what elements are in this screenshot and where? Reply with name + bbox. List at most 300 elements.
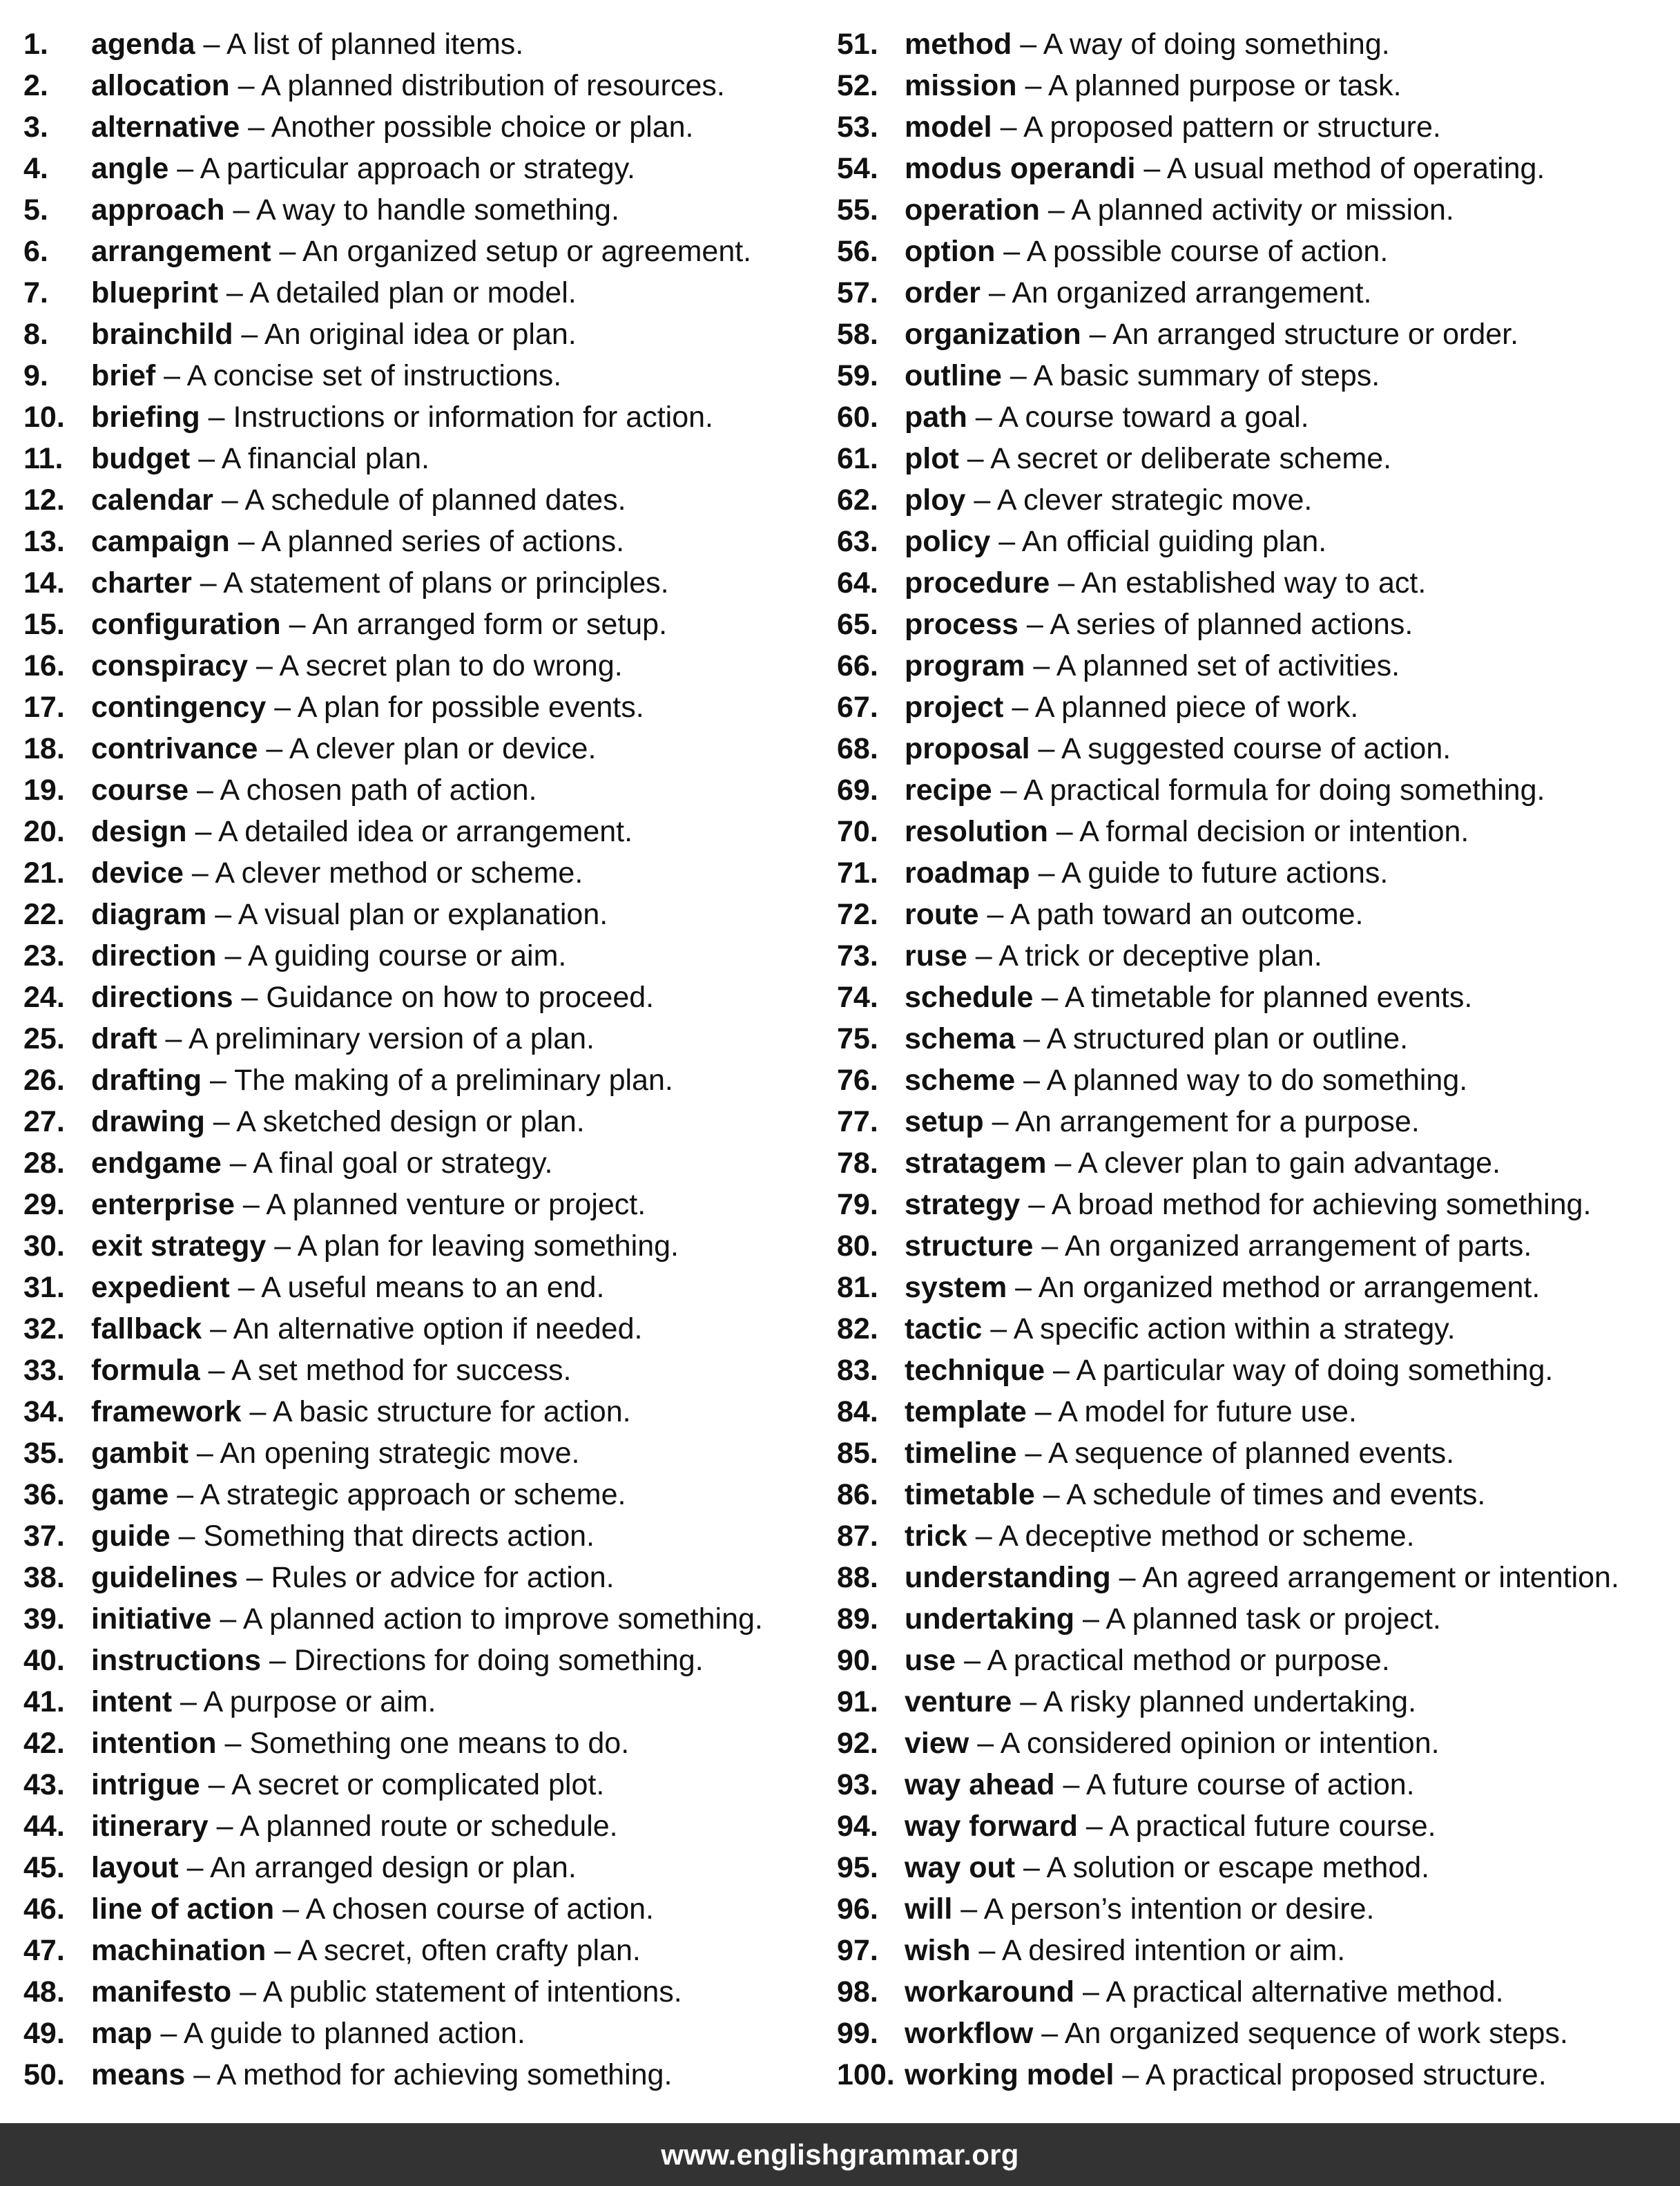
item-term: approach xyxy=(91,193,225,227)
list-item xyxy=(23,189,763,231)
item-definition: A course toward a goal. xyxy=(998,401,1309,434)
item-definition: An organized arrangement of parts. xyxy=(1064,1229,1532,1263)
item-number: 33. xyxy=(23,1354,65,1387)
item-definition: The making of a preliminary plan. xyxy=(234,1064,673,1097)
item-number: 86. xyxy=(837,1478,878,1511)
item-number: 55. xyxy=(837,193,878,227)
item-separator: – xyxy=(1047,193,1065,227)
item-definition: A usual method of operating. xyxy=(1166,152,1545,185)
item-number: 18. xyxy=(23,732,65,765)
item-separator: – xyxy=(224,1727,242,1760)
item-separator: – xyxy=(249,1395,267,1428)
list-item xyxy=(837,1432,1619,1474)
item-term: mission xyxy=(905,69,1017,102)
list-item xyxy=(23,1060,763,1101)
item-separator: – xyxy=(975,939,992,972)
item-separator: – xyxy=(1041,2017,1059,2050)
list-item xyxy=(837,1847,1619,1888)
list-item xyxy=(23,65,763,106)
item-separator: – xyxy=(229,1147,247,1180)
item-definition: A chosen path of action. xyxy=(220,774,537,807)
item-separator: – xyxy=(1119,1561,1136,1594)
item-term: schema xyxy=(905,1022,1016,1055)
list-item xyxy=(837,1350,1619,1391)
item-term: line of action xyxy=(91,1892,275,1926)
list-item xyxy=(23,438,763,479)
item-definition: A practical formula for doing something. xyxy=(1023,774,1545,807)
item-separator: – xyxy=(274,691,291,724)
list-item xyxy=(837,604,1619,645)
item-number: 12. xyxy=(23,483,65,517)
item-definition: An arranged design or plan. xyxy=(210,1851,577,1884)
list-item xyxy=(837,935,1619,977)
list-item xyxy=(23,687,763,728)
item-definition: An opening strategic move. xyxy=(220,1437,580,1470)
item-definition: A considered opinion or intention. xyxy=(1000,1727,1440,1760)
list-item xyxy=(23,1267,763,1308)
item-separator: – xyxy=(240,1975,256,2008)
item-term: contrivance xyxy=(91,732,258,765)
list-item xyxy=(23,977,763,1018)
item-number: 91. xyxy=(837,1685,878,1718)
item-number: 2. xyxy=(23,69,48,102)
item-term: venture xyxy=(905,1685,1012,1718)
word-list xyxy=(0,23,1680,2096)
item-definition: A trick or deceptive plan. xyxy=(998,939,1322,972)
item-definition: A guide to planned action. xyxy=(183,2017,525,2050)
list-item xyxy=(837,23,1619,65)
item-definition: A secret or complicated plot. xyxy=(231,1768,605,1801)
item-definition: A detailed plan or model. xyxy=(249,276,577,309)
item-term: system xyxy=(905,1271,1007,1304)
item-term: ploy xyxy=(905,483,966,517)
item-definition: An arrangement for a purpose. xyxy=(1015,1105,1420,1138)
item-definition: A timetable for planned events. xyxy=(1064,981,1473,1014)
item-number: 60. xyxy=(837,401,878,434)
list-item xyxy=(837,1267,1619,1308)
item-number: 83. xyxy=(837,1354,878,1387)
item-separator: – xyxy=(177,1478,194,1511)
item-separator: – xyxy=(1043,1478,1060,1511)
left-column xyxy=(23,23,763,2096)
item-separator: – xyxy=(1063,1768,1080,1801)
item-definition: A suggested course of action. xyxy=(1061,732,1451,765)
item-definition: A basic summary of steps. xyxy=(1033,359,1380,392)
item-term: proposal xyxy=(905,732,1030,765)
item-term: way ahead xyxy=(905,1768,1055,1801)
item-number: 11. xyxy=(23,442,64,475)
item-definition: Directions for doing something. xyxy=(293,1644,704,1677)
list-item xyxy=(837,1308,1619,1350)
item-definition: A sequence of planned events. xyxy=(1047,1437,1455,1470)
list-item xyxy=(23,106,763,148)
item-term: blueprint xyxy=(91,276,218,309)
item-separator: – xyxy=(216,1810,233,1843)
list-item xyxy=(23,1640,763,1681)
item-separator: – xyxy=(242,1188,260,1221)
list-item xyxy=(837,355,1619,396)
item-separator: – xyxy=(1089,318,1106,351)
item-separator: – xyxy=(178,1519,195,1553)
item-number: 3. xyxy=(23,111,48,144)
item-number: 58. xyxy=(837,318,878,351)
list-item xyxy=(23,935,763,977)
item-term: calendar xyxy=(91,483,213,517)
item-number: 61. xyxy=(837,442,878,475)
item-number: 99. xyxy=(837,2017,878,2050)
item-definition: A planned distribution of resources. xyxy=(261,69,725,102)
item-separator: – xyxy=(1058,566,1075,600)
item-number: 98. xyxy=(837,1975,878,2008)
list-item xyxy=(23,1391,763,1432)
item-separator: – xyxy=(987,898,1004,931)
item-term: modus operandi xyxy=(905,152,1136,185)
item-definition: A public statement of intentions. xyxy=(262,1975,682,2008)
list-item xyxy=(23,1350,763,1391)
item-separator: – xyxy=(1025,1437,1042,1470)
item-definition: A model for future use. xyxy=(1058,1395,1357,1428)
item-definition: A person’s intention or desire. xyxy=(983,1892,1375,1926)
list-item xyxy=(23,521,763,562)
item-separator: – xyxy=(208,1768,225,1801)
list-item xyxy=(23,645,763,687)
item-separator: – xyxy=(203,28,220,61)
item-separator: – xyxy=(180,1685,197,1718)
item-number: 87. xyxy=(837,1519,878,1553)
item-separator: – xyxy=(279,235,296,268)
item-term: campaign xyxy=(91,525,230,558)
item-separator: – xyxy=(274,1934,291,1967)
item-separator: – xyxy=(1015,1271,1032,1304)
item-definition: A particular way of doing something. xyxy=(1076,1354,1554,1387)
item-number: 21. xyxy=(23,856,65,890)
item-term: initiative xyxy=(91,1602,212,1636)
item-separator: – xyxy=(164,359,181,392)
item-number: 78. xyxy=(837,1147,878,1180)
item-term: intrigue xyxy=(91,1768,200,1801)
item-definition: A method for achieving something. xyxy=(216,2058,673,2091)
item-definition: A concise set of instructions. xyxy=(186,359,562,392)
item-number: 72. xyxy=(837,898,878,931)
item-definition: Guidance on how to proceed. xyxy=(266,981,655,1014)
item-definition: A useful means to an end. xyxy=(261,1271,605,1304)
item-separator: – xyxy=(221,483,238,517)
item-term: ruse xyxy=(905,939,967,972)
list-item xyxy=(23,1888,763,1930)
item-definition: A strategic approach or scheme. xyxy=(200,1478,626,1511)
item-definition: Something that directs action. xyxy=(203,1519,595,1553)
item-term: resolution xyxy=(905,815,1048,848)
list-item xyxy=(837,1391,1619,1432)
item-separator: – xyxy=(1056,815,1073,848)
item-definition: A guide to future actions. xyxy=(1061,856,1389,890)
item-separator: – xyxy=(1000,774,1017,807)
item-term: charter xyxy=(91,566,192,600)
list-item xyxy=(23,728,763,769)
item-definition: A planned set of activities. xyxy=(1056,649,1400,682)
item-number: 52. xyxy=(837,69,878,102)
item-term: fallback xyxy=(91,1312,202,1345)
item-number: 8. xyxy=(23,318,48,351)
item-separator: – xyxy=(1038,856,1055,890)
item-term: procedure xyxy=(905,566,1050,600)
item-term: drafting xyxy=(91,1064,202,1097)
list-item xyxy=(837,1681,1619,1723)
item-separator: – xyxy=(177,152,194,185)
item-term: guidelines xyxy=(91,1561,238,1594)
item-number: 100. xyxy=(837,2058,895,2091)
list-item xyxy=(23,396,763,438)
item-term: expedient xyxy=(91,1271,230,1304)
item-definition: A clever plan or device. xyxy=(289,732,597,765)
item-term: tactic xyxy=(905,1312,983,1345)
list-item xyxy=(837,1640,1619,1681)
item-number: 92. xyxy=(837,1727,878,1760)
item-term: game xyxy=(91,1478,169,1511)
item-term: instructions xyxy=(91,1644,262,1677)
item-separator: – xyxy=(208,1354,225,1387)
item-separator: – xyxy=(1020,28,1037,61)
list-item xyxy=(23,894,763,935)
item-separator: – xyxy=(1020,1685,1037,1718)
item-separator: – xyxy=(1034,1395,1052,1428)
item-number: 76. xyxy=(837,1064,878,1097)
item-separator: – xyxy=(215,898,232,931)
list-item xyxy=(23,1930,763,1971)
item-term: intention xyxy=(91,1727,217,1760)
item-term: conspiracy xyxy=(91,649,249,682)
item-separator: – xyxy=(990,1312,1007,1345)
list-item xyxy=(23,23,763,65)
list-item xyxy=(23,1474,763,1515)
item-separator: – xyxy=(967,442,984,475)
list-item xyxy=(837,1225,1619,1267)
item-number: 79. xyxy=(837,1188,878,1221)
website-link[interactable]: www.englishgrammar.org xyxy=(661,2138,1019,2171)
item-separator: – xyxy=(998,525,1016,558)
item-definition: A planned series of actions. xyxy=(261,525,625,558)
item-definition: A planned activity or mission. xyxy=(1071,193,1454,227)
list-item xyxy=(23,1515,763,1557)
list-item xyxy=(23,2054,763,2096)
item-separator: – xyxy=(1054,1147,1072,1180)
item-definition: A desired intention or aim. xyxy=(1002,1934,1346,1967)
list-item xyxy=(837,1184,1619,1225)
item-definition: A planned task or project. xyxy=(1105,1602,1441,1636)
item-number: 34. xyxy=(23,1395,65,1428)
item-definition: A planned purpose or task. xyxy=(1047,69,1402,102)
item-definition: A chosen course of action. xyxy=(305,1892,655,1926)
list-item xyxy=(837,521,1619,562)
item-separator: – xyxy=(241,318,258,351)
item-definition: A schedule of times and events. xyxy=(1066,1478,1486,1511)
item-term: will xyxy=(905,1892,953,1926)
item-term: method xyxy=(905,28,1012,61)
item-term: path xyxy=(905,401,967,434)
item-separator: – xyxy=(165,1022,182,1055)
item-definition: A practical alternative method. xyxy=(1105,1975,1504,2008)
item-number: 17. xyxy=(23,691,65,724)
item-definition: A guiding course or aim. xyxy=(248,939,567,972)
item-definition: A risky planned undertaking. xyxy=(1043,1685,1417,1718)
item-term: angle xyxy=(91,152,169,185)
item-number: 6. xyxy=(23,235,48,268)
item-term: allocation xyxy=(91,69,230,102)
item-number: 35. xyxy=(23,1437,65,1470)
item-definition: A possible course of action. xyxy=(1026,235,1389,268)
item-term: alternative xyxy=(91,111,240,144)
item-separator: – xyxy=(964,1644,981,1677)
item-number: 29. xyxy=(23,1188,65,1221)
item-separator: – xyxy=(1026,608,1043,641)
item-separator: – xyxy=(269,1644,286,1677)
item-separator: – xyxy=(992,1105,1009,1138)
item-term: way out xyxy=(905,1851,1016,1884)
item-term: outline xyxy=(905,359,1002,392)
list-item xyxy=(23,1432,763,1474)
item-number: 40. xyxy=(23,1644,65,1677)
item-number: 36. xyxy=(23,1478,65,1511)
item-definition: A particular approach or strategy. xyxy=(200,152,635,185)
item-number: 7. xyxy=(23,276,48,309)
item-number: 24. xyxy=(23,981,65,1014)
item-separator: – xyxy=(1053,1354,1070,1387)
item-term: exit strategy xyxy=(91,1229,267,1263)
list-item xyxy=(837,272,1619,314)
item-number: 15. xyxy=(23,608,65,641)
item-number: 19. xyxy=(23,774,65,807)
item-number: 31. xyxy=(23,1271,65,1304)
item-separator: – xyxy=(160,2017,177,2050)
item-number: 75. xyxy=(837,1022,878,1055)
item-term: guide xyxy=(91,1519,171,1553)
item-number: 30. xyxy=(23,1229,65,1263)
item-definition: A clever plan to gain advantage. xyxy=(1077,1147,1500,1180)
item-definition: A clever method or scheme. xyxy=(215,856,583,890)
item-definition: A planned way to do something. xyxy=(1046,1064,1468,1097)
list-item xyxy=(23,852,763,894)
list-item xyxy=(837,231,1619,272)
item-separator: – xyxy=(1083,1975,1099,2008)
item-separator: – xyxy=(246,1561,263,1594)
item-term: structure xyxy=(905,1229,1034,1263)
item-separator: – xyxy=(196,774,213,807)
item-number: 14. xyxy=(23,566,65,600)
item-definition: A practical method or purpose. xyxy=(987,1644,1390,1677)
item-definition: A planned venture or project. xyxy=(266,1188,646,1221)
item-term: contingency xyxy=(91,691,267,724)
item-term: framework xyxy=(91,1395,242,1428)
item-definition: A secret, often crafty plan. xyxy=(297,1934,641,1967)
list-item xyxy=(23,479,763,521)
item-definition: A set method for success. xyxy=(231,1354,572,1387)
item-number: 64. xyxy=(837,566,878,600)
item-number: 23. xyxy=(23,939,65,972)
item-number: 50. xyxy=(23,2058,65,2091)
item-separator: – xyxy=(1023,1022,1041,1055)
item-separator: – xyxy=(1003,235,1021,268)
list-item xyxy=(837,894,1619,935)
item-separator: – xyxy=(198,442,215,475)
item-separator: – xyxy=(1028,1188,1045,1221)
list-item xyxy=(837,396,1619,438)
item-number: 97. xyxy=(837,1934,878,1967)
list-item xyxy=(837,479,1619,521)
item-separator: – xyxy=(978,1934,996,1967)
item-term: diagram xyxy=(91,898,207,931)
item-definition: A preliminary version of a plan. xyxy=(189,1022,595,1055)
item-definition: A planned action to improve something. xyxy=(242,1602,763,1636)
list-item xyxy=(23,1805,763,1847)
item-separator: – xyxy=(274,1229,291,1263)
item-number: 44. xyxy=(23,1810,65,1843)
list-item xyxy=(23,2013,763,2054)
item-separator: – xyxy=(960,1892,978,1926)
item-separator: – xyxy=(1012,691,1029,724)
item-separator: – xyxy=(238,525,255,558)
item-number: 74. xyxy=(837,981,878,1014)
list-item xyxy=(837,687,1619,728)
item-term: schedule xyxy=(905,981,1034,1014)
item-definition: A specific action within a strategy. xyxy=(1013,1312,1456,1345)
item-number: 67. xyxy=(837,691,878,724)
item-number: 20. xyxy=(23,815,65,848)
list-item xyxy=(837,314,1619,355)
item-definition: A visual plan or explanation. xyxy=(238,898,608,931)
item-definition: A broad method for achieving something. xyxy=(1051,1188,1592,1221)
item-separator: – xyxy=(1023,1851,1040,1884)
item-term: map xyxy=(91,2017,153,2050)
item-separator: – xyxy=(1085,1810,1103,1843)
item-definition: A practical proposed structure. xyxy=(1145,2058,1547,2091)
item-separator: – xyxy=(256,649,273,682)
item-number: 27. xyxy=(23,1105,65,1138)
item-term: setup xyxy=(905,1105,984,1138)
list-item xyxy=(837,1515,1619,1557)
item-number: 69. xyxy=(837,774,878,807)
item-number: 80. xyxy=(837,1229,878,1263)
item-term: manifesto xyxy=(91,1975,232,2008)
item-term: endgame xyxy=(91,1147,222,1180)
item-term: working model xyxy=(905,2058,1114,2091)
item-definition: An organized method or arrangement. xyxy=(1038,1271,1541,1304)
item-term: brainchild xyxy=(91,318,233,351)
item-separator: – xyxy=(975,401,992,434)
item-separator: – xyxy=(238,69,255,102)
list-item xyxy=(837,1805,1619,1847)
item-number: 16. xyxy=(23,649,65,682)
item-number: 88. xyxy=(837,1561,878,1594)
item-term: operation xyxy=(905,193,1040,227)
item-term: wish xyxy=(905,1934,971,1967)
item-term: strategy xyxy=(905,1188,1021,1221)
list-item xyxy=(837,2054,1619,2096)
item-number: 56. xyxy=(837,235,878,268)
item-term: design xyxy=(91,815,187,848)
list-item xyxy=(837,769,1619,811)
list-item xyxy=(837,2013,1619,2054)
item-definition: An alternative option if needed. xyxy=(233,1312,643,1345)
item-term: timetable xyxy=(905,1478,1035,1511)
list-item xyxy=(837,1888,1619,1930)
item-number: 5. xyxy=(23,193,48,227)
list-item xyxy=(23,272,763,314)
item-number: 25. xyxy=(23,1022,65,1055)
item-definition: An official guiding plan. xyxy=(1021,525,1327,558)
item-term: route xyxy=(905,898,979,931)
item-separator: – xyxy=(266,732,283,765)
item-term: organization xyxy=(905,318,1081,351)
